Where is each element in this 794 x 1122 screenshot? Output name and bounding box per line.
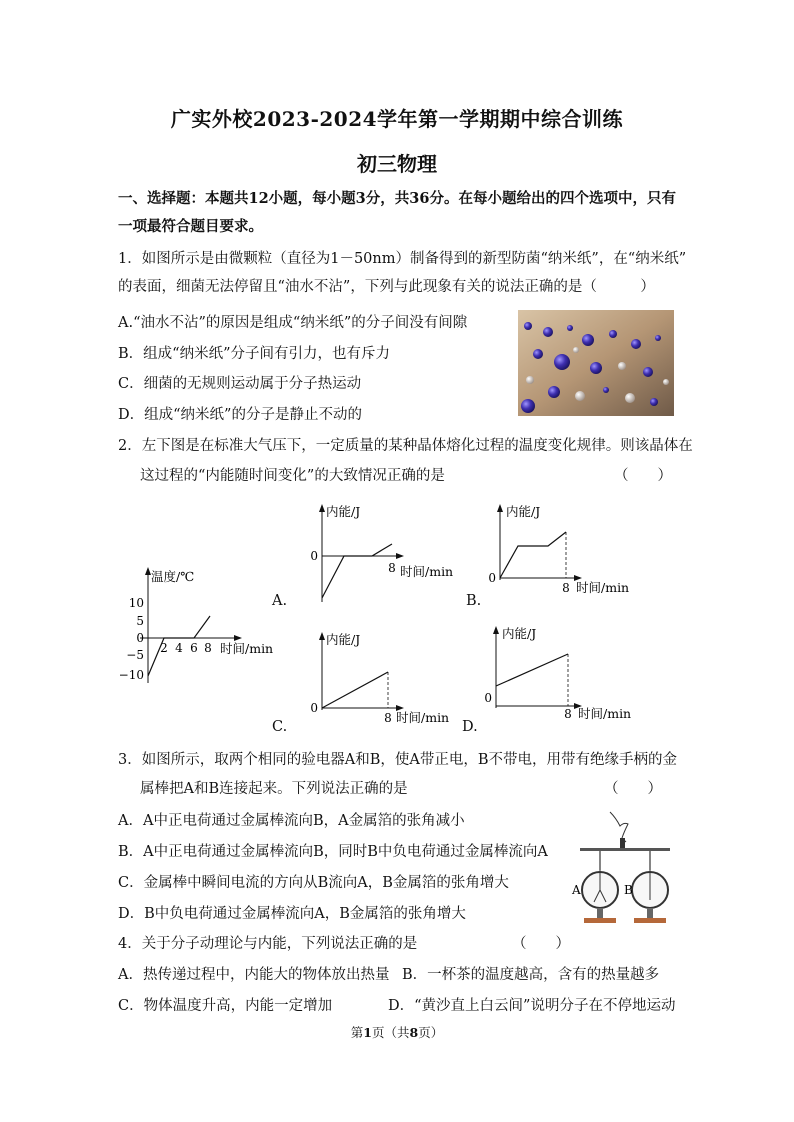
q1-option-d: D．组成“纳米纸”的分子是静止不动的 (118, 407, 362, 423)
energy-graph-d (474, 622, 638, 728)
graph-label-c: C. (272, 719, 288, 735)
q1-stem-line2: 的表面，细菌无法停留且“油水不沾”，下列与此现象有关的说法正确的是（ ） (118, 279, 655, 295)
energy-curve (322, 672, 388, 708)
nano-paper-photo (518, 310, 674, 416)
q4-answer-paren: （ ） (512, 936, 570, 952)
section-heading-line1: 一、选择题：本题共12小题，每小题3分，共36分。在每小题给出的四个选项中，只有 (118, 190, 676, 207)
y-axis-label: 内能/J (326, 504, 361, 519)
q2-stem-line2: 这过程的“内能随时间变化”的大致情况正确的是 (140, 468, 445, 484)
energy-graph-a (300, 500, 460, 610)
x-end-label: 8 (564, 707, 572, 721)
section-heading-line2: 一项最符合题目要求。 (118, 218, 263, 235)
exam-subject: 初三物理 (357, 152, 437, 176)
page-total: 8 (409, 1025, 419, 1040)
q3-answer-paren: （ ） (604, 781, 662, 797)
insulated-handle (620, 838, 625, 848)
origin-label: 0 (310, 549, 318, 563)
x-tick-label: 8 (204, 641, 212, 655)
x-axis-label: 时间/min (578, 706, 632, 721)
q1-stem-line1: 1．如图所示是由微颗粒（直径为1－50nm）制备得到的新型防菌“纳米纸”，在“纳米纸” (118, 251, 687, 267)
y-axis-arrow-icon (497, 504, 503, 512)
page-footer (0, 1023, 794, 1041)
exam-title: 广实外校2023-2024学年第一学期期中综合训练 (170, 107, 624, 131)
energy-curve (322, 544, 392, 598)
x-tick-label: 6 (190, 641, 198, 655)
y-axis-arrow-icon (493, 626, 499, 634)
y-tick-label: 10 (128, 596, 144, 610)
temperature-time-graph (110, 565, 290, 690)
electroscope-a (582, 851, 618, 923)
origin-label: 0 (310, 701, 318, 715)
graph-label-b: B. (466, 593, 482, 609)
y-tick-label: 0 (136, 631, 144, 645)
hand-icon (610, 812, 628, 842)
y-axis-arrow-icon (319, 632, 325, 640)
graph-label-d: D. (462, 719, 478, 735)
q4-option-a: A．热传递过程中，内能大的物体放出热量 (118, 967, 390, 983)
q3-option-a: A．A中正电荷通过金属棒流向B，A金属箔的张角减小 (118, 813, 465, 829)
x-axis-label: 时间/min (576, 580, 630, 595)
y-axis-label: 内能/J (326, 632, 361, 647)
page-number: 1 (363, 1025, 372, 1040)
q1-option-c: C．细菌的无规则运动属于分子热运动 (118, 376, 362, 392)
footer-middle: 页（共 (371, 1025, 410, 1040)
x-axis-label: 时间/min (400, 564, 454, 579)
electroscope-b (632, 851, 668, 923)
q1-option-b: B．组成“纳米纸”分子间有引力，也有斥力 (118, 346, 390, 362)
q4-stem: 4．关于分子动理论与内能，下列说法正确的是 (118, 936, 418, 952)
q3-option-d: D．B中负电荷通过金属棒流向A，B金属箔的张角增大 (118, 906, 466, 922)
energy-curve (496, 654, 568, 686)
y-axis-label: 内能/J (502, 626, 537, 641)
y-tick-label: 5 (136, 614, 144, 628)
y-axis-arrow-icon (319, 504, 325, 512)
q4-option-b: B．一杯茶的温度越高，含有的热量越多 (402, 967, 660, 983)
origin-label: 0 (484, 691, 492, 705)
q3-stem-line1: 3．如图所示，取两个相同的验电器A和B，使A带正电，B不带电，用带有绝缘手柄的金 (118, 752, 677, 768)
graph-label-a: A. (272, 593, 288, 609)
q3-stem-line2: 属棒把A和B连接起来。下列说法正确的是 (140, 781, 408, 797)
x-tick-label: 2 (160, 641, 168, 655)
metal-rod (580, 848, 670, 851)
electroscope-label-b: B (624, 883, 633, 897)
x-end-label: 8 (562, 581, 570, 595)
footer-prefix: 第 (350, 1025, 364, 1040)
x-axis-label: 时间/min (220, 641, 274, 656)
q1-option-a: A.“油水不沾”的原因是组成“纳米纸”的分子间没有间隙 (118, 315, 468, 331)
q4-option-d: D．“黄沙直上白云间”说明分子在不停地运动 (388, 998, 676, 1014)
q4-option-c: C．物体温度升高，内能一定增加 (118, 998, 333, 1014)
y-axis-label: 内能/J (506, 504, 541, 519)
electroscope-figure (570, 808, 674, 932)
y-tick-label: −10 (118, 668, 144, 682)
q2-answer-paren: （ ） (614, 468, 672, 484)
y-tick-label: −5 (126, 648, 144, 662)
q3-option-c: C．金属棒中瞬间电流的方向从B流向A，B金属箔的张角增大 (118, 875, 509, 891)
origin-label: 0 (488, 571, 496, 585)
x-axis-label: 时间/min (396, 710, 450, 725)
footer-suffix: 页） (418, 1025, 444, 1040)
energy-curve (500, 532, 566, 578)
electroscope-label-a: A (572, 883, 581, 897)
x-axis-arrow-icon (396, 553, 404, 559)
energy-graph-c (300, 628, 460, 728)
x-tick-label: 4 (175, 641, 183, 655)
x-end-label: 8 (388, 561, 396, 575)
q3-option-b: B．A中正电荷通过金属棒流向B，同时B中负电荷通过金属棒流向A (118, 844, 548, 860)
q2-stem-line1: 2．左下图是在标准大气压下，一定质量的某种晶体熔化过程的温度变化规律。则该晶体在 (118, 438, 693, 454)
y-axis-label: 温度/℃ (151, 569, 195, 584)
energy-graph-b (478, 500, 638, 600)
x-end-label: 8 (384, 711, 392, 725)
